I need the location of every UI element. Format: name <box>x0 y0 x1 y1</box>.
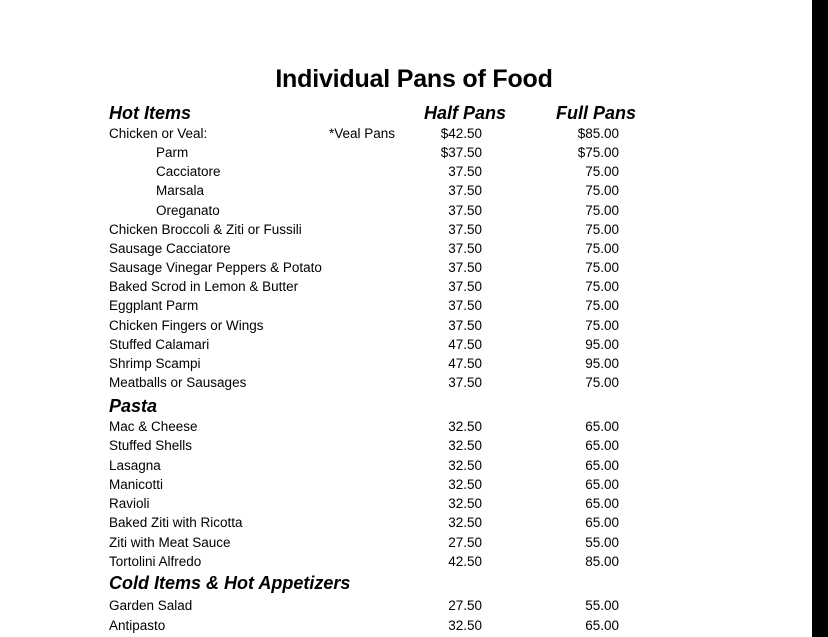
item-name: Ziti with Meat Sauce <box>109 534 231 550</box>
menu-item-row <box>0 618 812 637</box>
full-pan-price: 75.00 <box>585 183 619 199</box>
half-pan-price: 32.50 <box>448 419 482 434</box>
half-pan-price: 42.50 <box>448 553 482 569</box>
half-pan-price: 27.50 <box>448 598 482 613</box>
full-pan-price: 75.00 <box>585 202 619 218</box>
item-name: Baked Scrod in Lemon & Butter <box>109 279 299 295</box>
full-pan-price: 75.00 <box>585 317 619 333</box>
item-name: Sausage Vinegar Peppers & Potato <box>109 260 322 276</box>
full-pan-price: $75.00 <box>577 145 619 161</box>
page-title: Individual Pans of Food <box>275 65 553 93</box>
menu-item-row <box>0 279 812 298</box>
column-header-half-pans: Half Pans <box>424 103 507 123</box>
menu-item-row <box>0 496 812 515</box>
item-name: Mac & Cheese <box>109 419 198 434</box>
full-pan-price: 75.00 <box>585 240 619 256</box>
menu-item-row <box>0 458 812 477</box>
half-pan-price: 37.50 <box>448 202 482 218</box>
half-pan-price: $42.50 <box>440 126 482 141</box>
item-name: Chicken Fingers or Wings <box>109 317 264 333</box>
half-pan-price: $37.50 <box>440 145 482 161</box>
item-name: Antipasto <box>109 617 166 633</box>
item-name: Sausage Cacciatore <box>109 240 231 256</box>
menu-item-row <box>0 419 812 438</box>
item-name: Baked Ziti with Ricotta <box>109 515 243 531</box>
full-pan-price: 75.00 <box>585 260 619 276</box>
full-pan-price: 85.00 <box>585 553 619 569</box>
item-name: Lasagna <box>109 457 161 473</box>
full-pan-price: 95.00 <box>585 355 619 371</box>
item-note: *Veal Pans <box>329 126 396 141</box>
section-heading: Pasta <box>109 396 158 416</box>
half-pan-price: 37.50 <box>448 221 482 237</box>
full-pan-price: 75.00 <box>585 164 619 180</box>
item-name: Cacciatore <box>156 164 221 180</box>
window-edge <box>812 0 828 637</box>
half-pan-price: 37.50 <box>448 298 482 314</box>
menu-item-row <box>0 260 812 279</box>
menu-item-row <box>0 222 812 241</box>
menu-item-row <box>0 318 812 337</box>
menu-item-row <box>0 145 812 164</box>
menu-item-row <box>0 356 812 375</box>
full-pan-price: 65.00 <box>585 496 619 511</box>
half-pan-price: 37.50 <box>448 374 482 390</box>
full-pan-price: 95.00 <box>585 336 619 352</box>
menu-item-row <box>0 598 812 617</box>
item-name: Ravioli <box>109 496 150 511</box>
item-name: Marsala <box>156 183 205 199</box>
menu-item-row <box>0 515 812 534</box>
section-heading: Cold Items & Hot Appetizers <box>109 573 351 593</box>
full-pan-price: 75.00 <box>585 374 619 390</box>
half-pan-price: 32.50 <box>448 438 482 454</box>
item-name: Parm <box>156 145 189 161</box>
menu-item-row <box>0 298 812 317</box>
item-name: Shrimp Scampi <box>109 355 201 371</box>
menu-item-row <box>0 535 812 554</box>
full-pan-price: 65.00 <box>585 438 619 454</box>
item-name: Meatballs or Sausages <box>109 374 247 390</box>
column-header-full-pans: Full Pans <box>556 103 637 123</box>
item-name: Manicotti <box>109 476 164 492</box>
full-pan-price: 65.00 <box>585 419 619 434</box>
full-pan-price: 75.00 <box>585 298 619 314</box>
item-name: Chicken or Veal: <box>109 126 208 141</box>
item-name: Garden Salad <box>109 598 193 613</box>
menu-item-row <box>0 203 812 222</box>
full-pan-price: 55.00 <box>585 534 619 550</box>
section-heading-hot-items: Hot Items <box>109 103 192 123</box>
menu-item-row <box>0 241 812 260</box>
full-pan-price: 75.00 <box>585 279 619 295</box>
full-pan-price: 65.00 <box>585 617 619 633</box>
item-name: Eggplant Parm <box>109 298 199 314</box>
full-pan-price: 65.00 <box>585 476 619 492</box>
half-pan-price: 47.50 <box>448 355 482 371</box>
item-name: Stuffed Calamari <box>109 336 210 352</box>
half-pan-price: 37.50 <box>448 260 482 276</box>
half-pan-price: 37.50 <box>448 240 482 256</box>
menu-item-row <box>0 477 812 496</box>
menu-item-row <box>0 164 812 183</box>
half-pan-price: 37.50 <box>448 317 482 333</box>
half-pan-price: 37.50 <box>448 164 482 180</box>
full-pan-price: 65.00 <box>585 515 619 531</box>
menu-item-row <box>0 375 812 394</box>
menu-item-row <box>0 438 812 457</box>
item-name: Oreganato <box>156 202 220 218</box>
full-pan-price: 75.00 <box>585 221 619 237</box>
menu-item-row <box>0 337 812 356</box>
menu-item-row <box>0 183 812 202</box>
half-pan-price: 27.50 <box>448 534 482 550</box>
item-name: Stuffed Shells <box>109 438 193 454</box>
menu-item-row <box>0 554 812 573</box>
half-pan-price: 32.50 <box>448 457 482 473</box>
item-name: Chicken Broccoli & Ziti or Fussili <box>109 221 302 237</box>
half-pan-price: 37.50 <box>448 279 482 295</box>
full-pan-price: $85.00 <box>577 126 619 141</box>
half-pan-price: 32.50 <box>448 617 482 633</box>
half-pan-price: 32.50 <box>448 515 482 531</box>
half-pan-price: 47.50 <box>448 336 482 352</box>
half-pan-price: 32.50 <box>448 496 482 511</box>
half-pan-price: 37.50 <box>448 183 482 199</box>
item-name: Tortolini Alfredo <box>109 553 202 569</box>
full-pan-price: 55.00 <box>585 598 619 613</box>
menu-item-row <box>0 126 812 145</box>
half-pan-price: 32.50 <box>448 476 482 492</box>
full-pan-price: 65.00 <box>585 457 619 473</box>
